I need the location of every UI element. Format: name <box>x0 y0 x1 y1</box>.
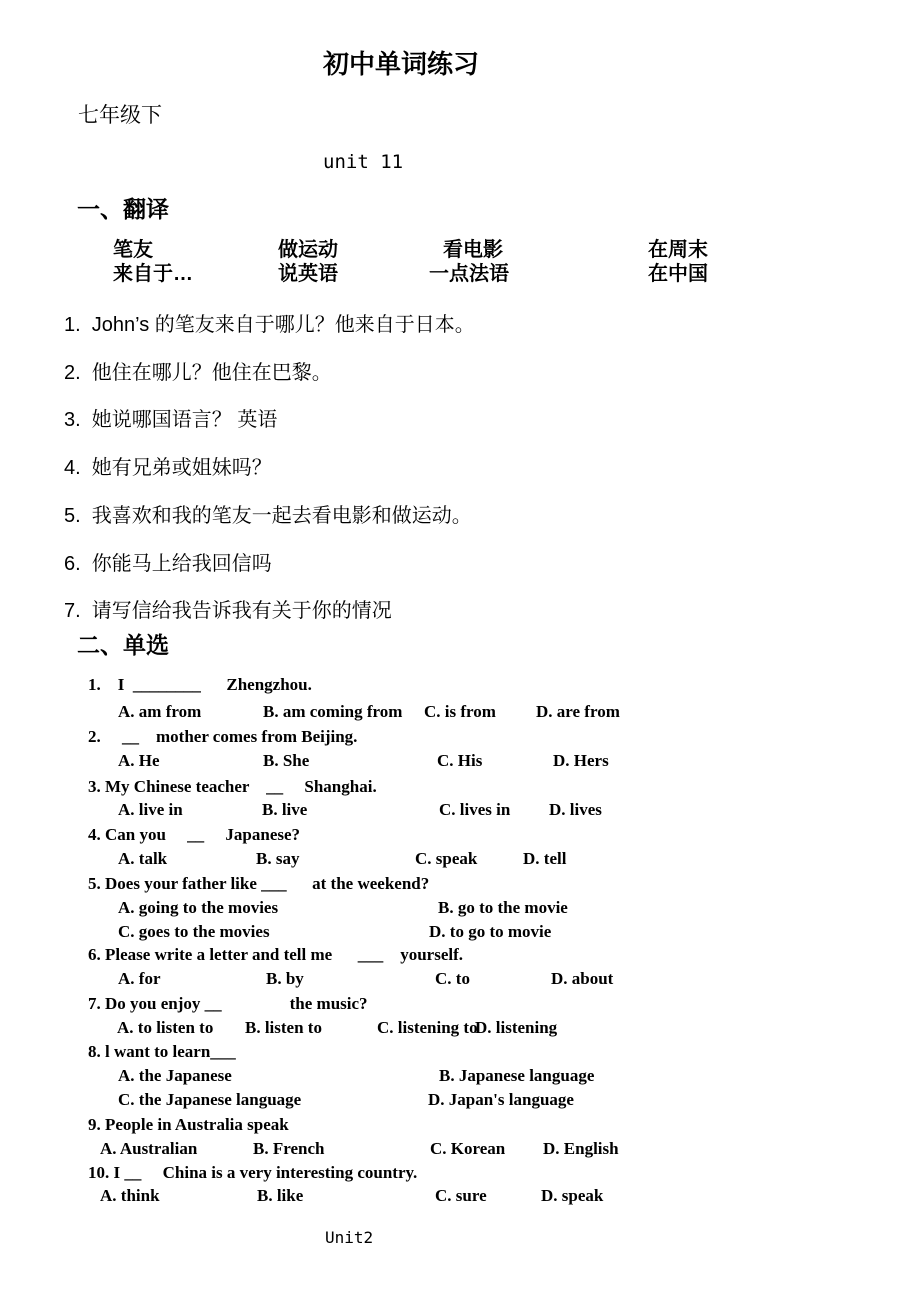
question-option: C. His <box>437 751 483 770</box>
translation-item: 1. John’s 的笔友来自于哪儿？他来自于日本。 <box>64 314 475 336</box>
question-option: D. speak <box>541 1186 604 1205</box>
question-stem: 1. I ________ Zhengzhou. <box>88 675 312 694</box>
translation-item: 4. 她有兄弟或姐妹吗？ <box>64 457 272 479</box>
translation-item: 2. 他住在哪儿？他住在巴黎。 <box>64 362 332 384</box>
question-option: C. goes to the movies <box>118 922 270 941</box>
vocab-row-1 <box>0 239 920 263</box>
question-option: B. am coming from <box>263 702 403 721</box>
question-options <box>0 800 920 824</box>
question-option: D. lives <box>549 800 602 819</box>
question-options <box>0 849 920 873</box>
question-options <box>0 702 920 726</box>
question-options <box>0 1066 920 1090</box>
question-option: B. live <box>262 800 308 819</box>
question-option: C. lives in <box>439 800 511 819</box>
question-option: A. He <box>118 751 160 770</box>
question-options <box>0 922 920 946</box>
question-option: D. Japan's language <box>428 1090 574 1109</box>
question-option: A. Australian <box>100 1139 198 1158</box>
question-option: C. sure <box>435 1186 487 1205</box>
question-stem: 5. Does your father like ___ at the weekend? <box>88 874 430 893</box>
vocab-term: 来自于… <box>113 263 193 285</box>
grade-label: 七年级下 <box>78 103 162 127</box>
question-option: B. French <box>253 1139 325 1158</box>
vocab-term: 在中国 <box>648 263 708 285</box>
question-stem: 2. __ mother comes from Beijing. <box>88 727 358 746</box>
question-option: C. is from <box>424 702 496 721</box>
question-option: A. think <box>100 1186 160 1205</box>
page-footer: Unit2 <box>325 1228 374 1247</box>
question-options <box>0 1090 920 1114</box>
section-translation-heading: 一、翻译 <box>77 196 169 222</box>
vocab-term: 一点法语 <box>429 263 509 285</box>
question-option: C. the Japanese language <box>118 1090 302 1109</box>
page-title: 初中单词练习 <box>323 50 480 79</box>
question-option: C. listening to <box>377 1018 478 1037</box>
translation-item: 6. 你能马上给我回信吗 <box>64 553 272 575</box>
question-options <box>0 1139 920 1163</box>
question-options <box>0 969 920 993</box>
unit-heading: unit 11 <box>323 151 404 173</box>
question-option: A. the Japanese <box>118 1066 232 1085</box>
question-option: B. by <box>266 969 304 988</box>
question-option: D. Hers <box>553 751 609 770</box>
question-option: D. about <box>551 969 614 988</box>
vocab-row-2 <box>0 263 920 287</box>
question-option: A. for <box>118 969 161 988</box>
translation-item: 3. 她说哪国语言？ 英语 <box>64 409 278 431</box>
translation-item: 5. 我喜欢和我的笔友一起去看电影和做运动。 <box>64 505 472 527</box>
vocab-term: 看电影 <box>443 239 503 261</box>
vocab-term: 笔友 <box>113 239 153 261</box>
question-option: A. to listen to <box>117 1018 214 1037</box>
question-option: B. listen to <box>245 1018 322 1037</box>
question-option: B. She <box>263 751 310 770</box>
question-options <box>0 1018 920 1042</box>
question-option: B. Japanese language <box>439 1066 595 1085</box>
question-options <box>0 898 920 922</box>
question-stem: 6. Please write a letter and tell me ___ yourself. <box>88 945 464 964</box>
question-option: B. go to the movie <box>438 898 568 917</box>
question-option: C. Korean <box>430 1139 506 1158</box>
question-option: D. English <box>543 1139 619 1158</box>
question-stem: 8. l want to learn___ <box>88 1042 236 1061</box>
vocab-term: 在周末 <box>648 239 708 261</box>
question-stem: 4. Can you __ Japanese? <box>88 825 301 844</box>
question-option: D. tell <box>523 849 567 868</box>
question-options <box>0 1186 920 1210</box>
section-choice-heading: 二、单选 <box>77 632 169 658</box>
question-option: A. going to the movies <box>118 898 279 917</box>
translation-item: 7. 请写信给我告诉我有关于你的情况 <box>64 600 392 622</box>
question-option: C. speak <box>415 849 478 868</box>
question-option: B. like <box>257 1186 304 1205</box>
question-stem: 9. People in Australia speak <box>88 1115 289 1134</box>
question-option: A. talk <box>118 849 168 868</box>
question-option: B. say <box>256 849 300 868</box>
question-options <box>0 751 920 775</box>
question-option: A. live in <box>118 800 183 819</box>
question-stem: 3. My Chinese teacher __ Shanghai. <box>88 777 377 796</box>
vocab-term: 做运动 <box>278 239 338 261</box>
vocab-term: 说英语 <box>278 263 338 285</box>
question-option: D. are from <box>536 702 620 721</box>
question-option: C. to <box>435 969 470 988</box>
question-option: D. listening <box>475 1018 558 1037</box>
question-stem: 10. I __ China is a very interesting country. <box>88 1163 418 1182</box>
question-option: A. am from <box>118 702 202 721</box>
question-option: D. to go to movie <box>429 922 552 941</box>
question-stem: 7. Do you enjoy __ the music? <box>88 994 368 1013</box>
